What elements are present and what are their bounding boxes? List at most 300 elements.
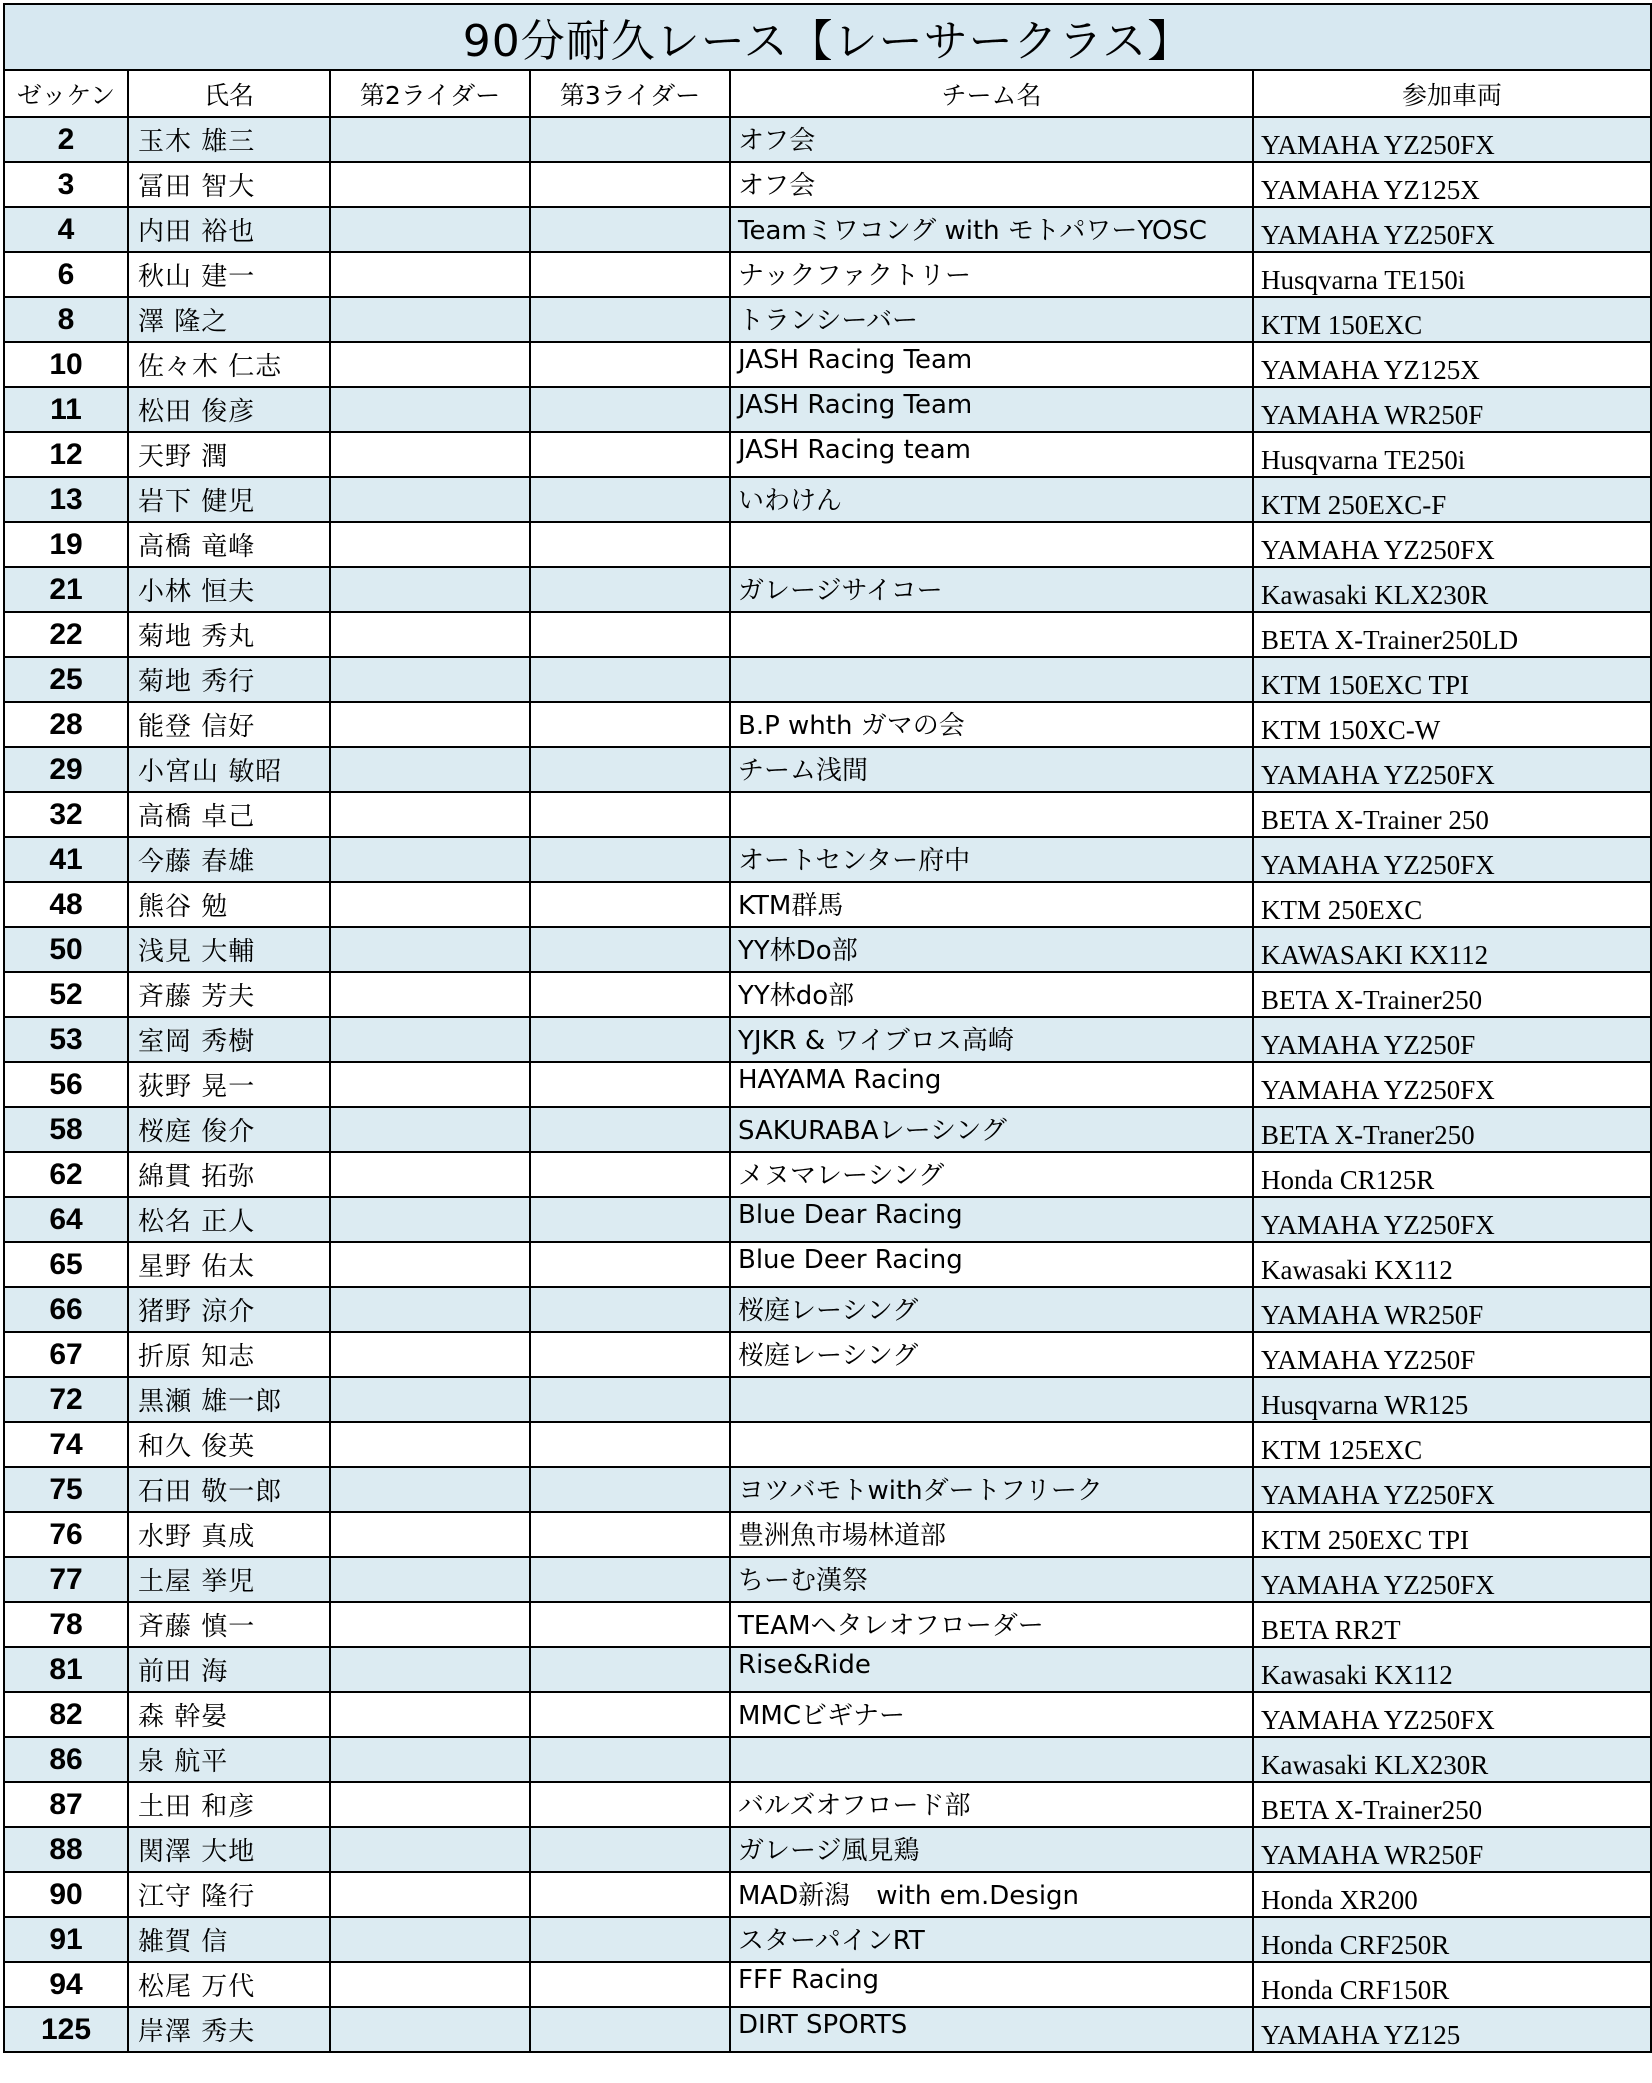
cell-team: KTM群馬 <box>730 882 1253 927</box>
column-header-rider3: 第3ライダー <box>530 70 730 117</box>
cell-team <box>730 1737 1253 1782</box>
table-row <box>4 387 1651 432</box>
cell-vehicle: YAMAHA WR250F <box>1253 387 1651 432</box>
cell-team <box>730 1377 1253 1422</box>
cell-team: YJKR & ワイブロス高崎 <box>730 1017 1253 1062</box>
table-row <box>4 882 1651 927</box>
cell-number: 74 <box>4 1422 128 1467</box>
table-row <box>4 1197 1651 1242</box>
cell-rider3 <box>530 747 730 792</box>
cell-name: 岩下 健児 <box>128 477 330 522</box>
table-row <box>4 702 1651 747</box>
cell-name: 水野 真成 <box>128 1512 330 1557</box>
table-row <box>4 567 1651 612</box>
table-row <box>4 1737 1651 1782</box>
column-header-number: ゼッケン <box>4 70 128 117</box>
cell-vehicle: YAMAHA YZ250FX <box>1253 117 1651 162</box>
column-header-name: 氏名 <box>128 70 330 117</box>
cell-team: ガレージサイコー <box>730 567 1253 612</box>
cell-number: 86 <box>4 1737 128 1782</box>
cell-rider3 <box>530 882 730 927</box>
column-header-rider2: 第2ライダー <box>330 70 530 117</box>
cell-team: メヌマレーシング <box>730 1152 1253 1197</box>
cell-name: 桜庭 俊介 <box>128 1107 330 1152</box>
cell-name: 小宮山 敏昭 <box>128 747 330 792</box>
cell-rider3 <box>530 1827 730 1872</box>
cell-name: 高橋 竜峰 <box>128 522 330 567</box>
cell-team <box>730 612 1253 657</box>
table-row <box>4 747 1651 792</box>
cell-rider3 <box>530 432 730 477</box>
cell-number: 19 <box>4 522 128 567</box>
cell-name: 綿貫 拓弥 <box>128 1152 330 1197</box>
cell-team: Blue Deer Racing <box>730 1242 1253 1287</box>
table-row <box>4 1692 1651 1737</box>
table-row <box>4 1512 1651 1557</box>
cell-rider3 <box>530 1512 730 1557</box>
cell-name: 斉藤 慎一 <box>128 1602 330 1647</box>
table-row <box>4 1062 1651 1107</box>
table-row <box>4 1917 1651 1962</box>
table-row <box>4 1602 1651 1647</box>
cell-name: 猪野 涼介 <box>128 1287 330 1332</box>
cell-team: 桜庭レーシング <box>730 1332 1253 1377</box>
cell-rider3 <box>530 1602 730 1647</box>
cell-team: バルズオフロード部 <box>730 1782 1253 1827</box>
table-row <box>4 1377 1651 1422</box>
table-row <box>4 117 1651 162</box>
cell-rider2 <box>330 522 530 567</box>
cell-name: 泉 航平 <box>128 1737 330 1782</box>
cell-rider2 <box>330 1557 530 1602</box>
cell-name: 折原 知志 <box>128 1332 330 1377</box>
cell-rider3 <box>530 837 730 882</box>
cell-rider3 <box>530 1287 730 1332</box>
table-row <box>4 477 1651 522</box>
cell-name: 松尾 万代 <box>128 1962 330 2007</box>
cell-name: 和久 俊英 <box>128 1422 330 1467</box>
cell-rider2 <box>330 567 530 612</box>
table-row <box>4 2007 1651 2052</box>
page-title: 90分耐久レース【レーサークラス】 <box>4 4 1651 70</box>
cell-rider2 <box>330 1062 530 1107</box>
cell-vehicle: YAMAHA YZ125 <box>1253 2007 1651 2052</box>
cell-team: ナックファクトリー <box>730 252 1253 297</box>
cell-rider2 <box>330 1872 530 1917</box>
cell-vehicle: YAMAHA YZ125X <box>1253 162 1651 207</box>
table-row <box>4 1152 1651 1197</box>
cell-number: 13 <box>4 477 128 522</box>
cell-number: 78 <box>4 1602 128 1647</box>
cell-vehicle: YAMAHA YZ250FX <box>1253 1692 1651 1737</box>
cell-vehicle: BETA X-Trainer250LD <box>1253 612 1651 657</box>
cell-number: 125 <box>4 2007 128 2052</box>
cell-team: スターパインRT <box>730 1917 1253 1962</box>
cell-vehicle: KTM 250EXC-F <box>1253 477 1651 522</box>
cell-name: 森 幹晏 <box>128 1692 330 1737</box>
cell-name: 澤 隆之 <box>128 297 330 342</box>
table-row <box>4 837 1651 882</box>
cell-team: いわけん <box>730 477 1253 522</box>
cell-rider2 <box>330 387 530 432</box>
cell-number: 81 <box>4 1647 128 1692</box>
cell-number: 87 <box>4 1782 128 1827</box>
cell-number: 82 <box>4 1692 128 1737</box>
cell-number: 53 <box>4 1017 128 1062</box>
cell-rider2 <box>330 1827 530 1872</box>
cell-team: HAYAMA Racing <box>730 1062 1253 1107</box>
cell-team: Teamミワコング with モトパワーYOSC <box>730 207 1253 252</box>
cell-rider3 <box>530 207 730 252</box>
cell-vehicle: YAMAHA YZ250FX <box>1253 1197 1651 1242</box>
cell-name: 小林 恒夫 <box>128 567 330 612</box>
cell-vehicle: YAMAHA YZ250FX <box>1253 747 1651 792</box>
cell-vehicle: YAMAHA WR250F <box>1253 1827 1651 1872</box>
cell-number: 10 <box>4 342 128 387</box>
cell-rider3 <box>530 117 730 162</box>
cell-team: B.P whth ガマの会 <box>730 702 1253 747</box>
entry-sheet <box>3 3 1650 2053</box>
cell-team: JASH Racing team <box>730 432 1253 477</box>
table-row <box>4 1107 1651 1152</box>
cell-team: DIRT SPORTS <box>730 2007 1253 2052</box>
cell-team: 豊洲魚市場林道部 <box>730 1512 1253 1557</box>
cell-name: 高橋 卓己 <box>128 792 330 837</box>
cell-rider3 <box>530 1962 730 2007</box>
cell-vehicle: YAMAHA WR250F <box>1253 1287 1651 1332</box>
cell-vehicle: YAMAHA YZ250FX <box>1253 1467 1651 1512</box>
cell-number: 77 <box>4 1557 128 1602</box>
cell-vehicle: Honda CR125R <box>1253 1152 1651 1197</box>
cell-number: 94 <box>4 1962 128 2007</box>
cell-rider3 <box>530 972 730 1017</box>
cell-team: SAKURABAレーシング <box>730 1107 1253 1152</box>
cell-vehicle: KTM 150EXC TPI <box>1253 657 1651 702</box>
cell-rider2 <box>330 657 530 702</box>
header-row <box>4 70 1651 117</box>
cell-name: 斉藤 芳夫 <box>128 972 330 1017</box>
cell-vehicle: KTM 250EXC TPI <box>1253 1512 1651 1557</box>
table-row <box>4 972 1651 1017</box>
cell-rider3 <box>530 612 730 657</box>
cell-rider3 <box>530 342 730 387</box>
cell-name: 星野 佑太 <box>128 1242 330 1287</box>
cell-vehicle: BETA X-Trainer250 <box>1253 972 1651 1017</box>
cell-number: 67 <box>4 1332 128 1377</box>
cell-rider2 <box>330 1512 530 1557</box>
cell-team: Rise&Ride <box>730 1647 1253 1692</box>
cell-rider2 <box>330 342 530 387</box>
table-row <box>4 162 1651 207</box>
cell-rider2 <box>330 1287 530 1332</box>
entry-table <box>3 3 1652 2053</box>
cell-name: 関澤 大地 <box>128 1827 330 1872</box>
cell-team: オフ会 <box>730 162 1253 207</box>
cell-rider2 <box>330 1197 530 1242</box>
cell-rider2 <box>330 747 530 792</box>
cell-rider3 <box>530 1107 730 1152</box>
cell-vehicle: YAMAHA YZ250FX <box>1253 1062 1651 1107</box>
cell-rider2 <box>330 297 530 342</box>
cell-team <box>730 1422 1253 1467</box>
cell-number: 75 <box>4 1467 128 1512</box>
cell-rider2 <box>330 162 530 207</box>
cell-rider2 <box>330 882 530 927</box>
cell-team: 桜庭レーシング <box>730 1287 1253 1332</box>
cell-rider2 <box>330 117 530 162</box>
cell-rider3 <box>530 1377 730 1422</box>
table-row <box>4 1287 1651 1332</box>
cell-rider3 <box>530 702 730 747</box>
cell-team: JASH Racing Team <box>730 387 1253 432</box>
cell-name: 熊谷 勉 <box>128 882 330 927</box>
cell-number: 3 <box>4 162 128 207</box>
cell-rider2 <box>330 252 530 297</box>
cell-name: 内田 裕也 <box>128 207 330 252</box>
cell-name: 菊地 秀丸 <box>128 612 330 657</box>
cell-number: 90 <box>4 1872 128 1917</box>
cell-number: 88 <box>4 1827 128 1872</box>
cell-number: 21 <box>4 567 128 612</box>
cell-name: 石田 敬一郎 <box>128 1467 330 1512</box>
cell-vehicle: YAMAHA YZ250FX <box>1253 522 1651 567</box>
cell-number: 22 <box>4 612 128 657</box>
cell-number: 41 <box>4 837 128 882</box>
cell-name: 佐々木 仁志 <box>128 342 330 387</box>
cell-number: 48 <box>4 882 128 927</box>
cell-team: ヨツバモトwithダートフリーク <box>730 1467 1253 1512</box>
column-header-vehicle: 参加車両 <box>1253 70 1651 117</box>
cell-number: 76 <box>4 1512 128 1557</box>
cell-number: 91 <box>4 1917 128 1962</box>
cell-number: 65 <box>4 1242 128 1287</box>
cell-number: 29 <box>4 747 128 792</box>
table-row <box>4 1332 1651 1377</box>
cell-rider3 <box>530 1782 730 1827</box>
cell-rider2 <box>330 1422 530 1467</box>
cell-name: 土田 和彦 <box>128 1782 330 1827</box>
table-row <box>4 522 1651 567</box>
cell-vehicle: Kawasaki KLX230R <box>1253 1737 1651 1782</box>
cell-rider2 <box>330 1962 530 2007</box>
cell-rider2 <box>330 432 530 477</box>
cell-team: オフ会 <box>730 117 1253 162</box>
cell-rider3 <box>530 162 730 207</box>
cell-rider2 <box>330 1917 530 1962</box>
cell-rider3 <box>530 1647 730 1692</box>
cell-rider2 <box>330 1602 530 1647</box>
cell-rider2 <box>330 1332 530 1377</box>
cell-number: 50 <box>4 927 128 972</box>
cell-rider3 <box>530 387 730 432</box>
table-row <box>4 342 1651 387</box>
table-row <box>4 1872 1651 1917</box>
cell-rider2 <box>330 612 530 657</box>
cell-rider3 <box>530 657 730 702</box>
cell-rider2 <box>330 1377 530 1422</box>
cell-team: YY林Do部 <box>730 927 1253 972</box>
cell-number: 11 <box>4 387 128 432</box>
cell-rider3 <box>530 297 730 342</box>
cell-rider3 <box>530 1017 730 1062</box>
table-row <box>4 297 1651 342</box>
cell-name: 松田 俊彦 <box>128 387 330 432</box>
cell-name: 浅見 大輔 <box>128 927 330 972</box>
cell-name: 室岡 秀樹 <box>128 1017 330 1062</box>
cell-vehicle: Kawasaki KX112 <box>1253 1242 1651 1287</box>
cell-name: 冨田 智大 <box>128 162 330 207</box>
cell-rider3 <box>530 927 730 972</box>
cell-team: オートセンター府中 <box>730 837 1253 882</box>
cell-number: 12 <box>4 432 128 477</box>
cell-team <box>730 522 1253 567</box>
cell-vehicle: BETA RR2T <box>1253 1602 1651 1647</box>
cell-name: 荻野 晃一 <box>128 1062 330 1107</box>
entry-rows <box>4 117 1651 2052</box>
cell-vehicle: BETA X-Trainer 250 <box>1253 792 1651 837</box>
table-row <box>4 1467 1651 1512</box>
cell-rider3 <box>530 2007 730 2052</box>
cell-rider2 <box>330 1242 530 1287</box>
cell-number: 72 <box>4 1377 128 1422</box>
cell-vehicle: Honda XR200 <box>1253 1872 1651 1917</box>
cell-vehicle: Kawasaki KLX230R <box>1253 567 1651 612</box>
cell-rider3 <box>530 1692 730 1737</box>
cell-vehicle: BETA X-Trainer250 <box>1253 1782 1651 1827</box>
cell-vehicle: KTM 125EXC <box>1253 1422 1651 1467</box>
table-row <box>4 657 1651 702</box>
cell-vehicle: KAWASAKI KX112 <box>1253 927 1651 972</box>
table-row <box>4 1557 1651 1602</box>
table-row <box>4 1647 1651 1692</box>
cell-vehicle: BETA X-Traner250 <box>1253 1107 1651 1152</box>
cell-team: トランシーバー <box>730 297 1253 342</box>
table-row <box>4 1827 1651 1872</box>
cell-vehicle: YAMAHA YZ250F <box>1253 1332 1651 1377</box>
cell-rider2 <box>330 1737 530 1782</box>
cell-vehicle: Honda CRF250R <box>1253 1917 1651 1962</box>
cell-vehicle: YAMAHA YZ250FX <box>1253 1557 1651 1602</box>
cell-rider2 <box>330 1467 530 1512</box>
table-row <box>4 792 1651 837</box>
cell-team: MAD新潟 with em.Design <box>730 1872 1253 1917</box>
cell-number: 52 <box>4 972 128 1017</box>
cell-vehicle: Husqvarna TE150i <box>1253 252 1651 297</box>
cell-name: 玉木 雄三 <box>128 117 330 162</box>
cell-number: 25 <box>4 657 128 702</box>
cell-team: TEAMヘタレオフローダー <box>730 1602 1253 1647</box>
table-row <box>4 252 1651 297</box>
cell-name: 前田 海 <box>128 1647 330 1692</box>
cell-number: 4 <box>4 207 128 252</box>
cell-vehicle: Kawasaki KX112 <box>1253 1647 1651 1692</box>
cell-team <box>730 792 1253 837</box>
cell-rider3 <box>530 252 730 297</box>
cell-team: チーム浅間 <box>730 747 1253 792</box>
cell-name: 土屋 挙児 <box>128 1557 330 1602</box>
cell-number: 32 <box>4 792 128 837</box>
cell-vehicle: KTM 250EXC <box>1253 882 1651 927</box>
table-row <box>4 432 1651 477</box>
cell-vehicle: Husqvarna WR125 <box>1253 1377 1651 1422</box>
cell-team: YY林do部 <box>730 972 1253 1017</box>
cell-rider2 <box>330 972 530 1017</box>
cell-rider2 <box>330 1107 530 1152</box>
cell-team: Blue Dear Racing <box>730 1197 1253 1242</box>
cell-rider2 <box>330 927 530 972</box>
cell-number: 28 <box>4 702 128 747</box>
table-row <box>4 1017 1651 1062</box>
cell-number: 2 <box>4 117 128 162</box>
cell-number: 58 <box>4 1107 128 1152</box>
cell-rider2 <box>330 837 530 882</box>
table-row <box>4 612 1651 657</box>
cell-rider3 <box>530 1737 730 1782</box>
cell-rider3 <box>530 1332 730 1377</box>
cell-number: 56 <box>4 1062 128 1107</box>
cell-team <box>730 657 1253 702</box>
cell-rider3 <box>530 522 730 567</box>
cell-team: FFF Racing <box>730 1962 1253 2007</box>
table-row <box>4 1962 1651 2007</box>
cell-name: 江守 隆行 <box>128 1872 330 1917</box>
cell-vehicle: YAMAHA YZ250FX <box>1253 207 1651 252</box>
cell-name: 黒瀬 雄一郎 <box>128 1377 330 1422</box>
cell-team: ガレージ風見鶏 <box>730 1827 1253 1872</box>
cell-rider2 <box>330 1782 530 1827</box>
cell-name: 今藤 春雄 <box>128 837 330 882</box>
cell-number: 64 <box>4 1197 128 1242</box>
cell-rider3 <box>530 1197 730 1242</box>
cell-rider2 <box>330 1152 530 1197</box>
cell-rider3 <box>530 1872 730 1917</box>
table-row <box>4 1242 1651 1287</box>
cell-team: JASH Racing Team <box>730 342 1253 387</box>
cell-rider2 <box>330 207 530 252</box>
table-row <box>4 207 1651 252</box>
cell-name: 松名 正人 <box>128 1197 330 1242</box>
cell-rider3 <box>530 567 730 612</box>
cell-vehicle: KTM 150XC-W <box>1253 702 1651 747</box>
cell-name: 秋山 建一 <box>128 252 330 297</box>
cell-rider2 <box>330 1692 530 1737</box>
cell-rider3 <box>530 1422 730 1467</box>
cell-rider2 <box>330 792 530 837</box>
cell-vehicle: YAMAHA YZ250FX <box>1253 837 1651 882</box>
cell-number: 8 <box>4 297 128 342</box>
cell-rider2 <box>330 1647 530 1692</box>
cell-rider3 <box>530 1242 730 1287</box>
cell-rider3 <box>530 1557 730 1602</box>
cell-rider3 <box>530 477 730 522</box>
cell-name: 天野 潤 <box>128 432 330 477</box>
table-row <box>4 1782 1651 1827</box>
cell-name: 雑賀 信 <box>128 1917 330 1962</box>
cell-team: ちーむ漢祭 <box>730 1557 1253 1602</box>
cell-vehicle: Honda CRF150R <box>1253 1962 1651 2007</box>
cell-rider3 <box>530 792 730 837</box>
cell-rider2 <box>330 1017 530 1062</box>
cell-rider2 <box>330 477 530 522</box>
cell-rider3 <box>530 1152 730 1197</box>
cell-number: 6 <box>4 252 128 297</box>
cell-name: 岸澤 秀夫 <box>128 2007 330 2052</box>
cell-rider3 <box>530 1062 730 1107</box>
cell-name: 菊地 秀行 <box>128 657 330 702</box>
cell-vehicle: Husqvarna TE250i <box>1253 432 1651 477</box>
cell-rider2 <box>330 2007 530 2052</box>
cell-rider3 <box>530 1467 730 1512</box>
